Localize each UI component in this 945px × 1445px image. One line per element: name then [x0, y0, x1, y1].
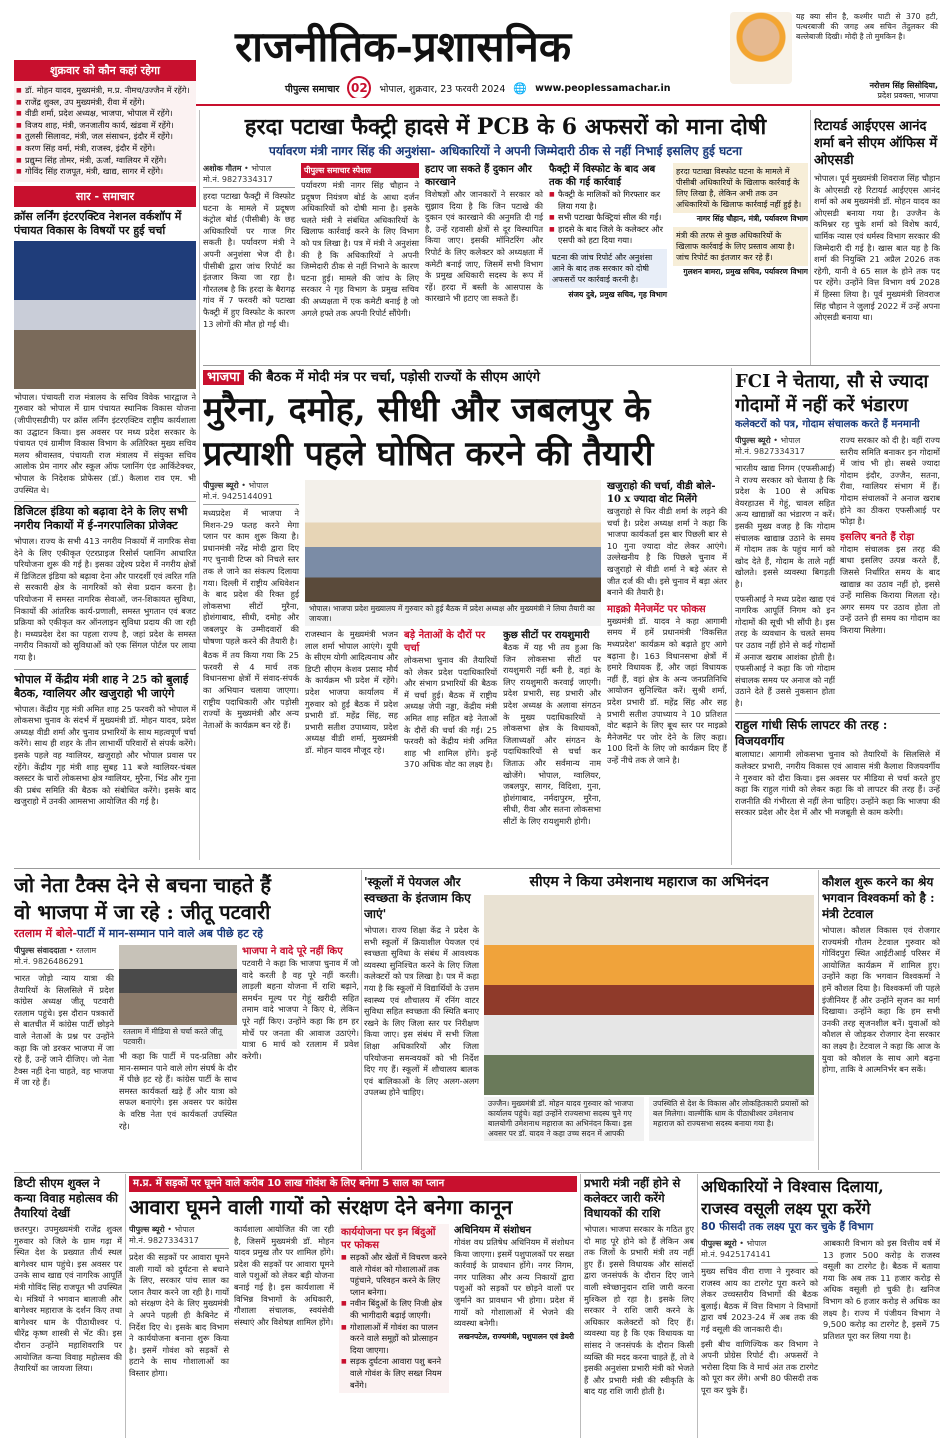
- shah-text: भोपाल। केंद्रीय गृह मंत्री अमित शाह 25 फरवरी को भोपाल में लोकसभा चुनाव के संदर्भ में मुख्यमंत्री डॉ. मोहन यादव, प्रदेश अध्यक्ष वीडी शर्मा और चुनाव प्रभारियों के साथ महत्वपूर्ण चर्चा करेंगे। साथ ही शहर के तीन लाभार्थी परिवारों से संपर्क करेंगे। इसके पहले वह ग्वालियर, खजुराहो और भोपाल प्रवास पर रहेंगे। केंद्रीय गृह मंत्री शाह सुबह 11 बजे ग्वालियर-चंबल क्लस्टर के चारों लोकसभा क्षेत्र ग्वालियर, मुरैना, भिंड और गुना की प्रबंध समिति की बैठक को संबोधित करेंगे। इसके बाद खजुराहो में उनकी आमसभा आयोजित की गई है।: [14, 703, 196, 807]
- workshop-photo: [14, 241, 196, 389]
- harda-subhead: पर्यावरण मंत्री नागर सिंह की अनुशंसा- अधिकारियों ने अपनी जिम्मेदारी ठीक से नहीं निभाई इसलिए हुई घटना: [269, 144, 742, 158]
- harda-col3-text: विशेषज्ञों और जानकारों ने सरकार को सुझाव दिया है कि जिन पटाखे की दुकान एवं कारखाने की अनुमति दी गई है, उन्हें रहवासी क्षेत्रों से दूर विस्थापित किया जाए। इसकी मॉनिटरिंग और रिपोर्ट के लिए कलेक्टर को अध्यक्षता में कमेटी बनाई जाए, जिसमें सभी विभाग के प्रमुख अधिकारी सदस्य के रूप में रहें। हरदा में बस्ती के आसपास के कारखाने भी हटाए जा सकते हैं।: [425, 189, 543, 304]
- revenue-story: [701, 1176, 940, 1438]
- cows-story: [129, 1176, 577, 1438]
- harda-col5-item: हरदा पटाखा विस्फोट घटना के मामले में पीसीबी अधिकारियों के खिलाफ कार्रवाई के लिए लिखा है, लेकिन अभी तक उन अधिकारियों के खिलाफ कार्रवाई नहीं हुई है।: [673, 163, 808, 213]
- quote3-name: गुलशन बामरा, प्रमुख सचिव, पर्यावरण विभाग: [683, 267, 808, 276]
- column-divider: [125, 1174, 126, 1438]
- patwari-headline-2: वो भाजपा में जा रहे : जीतू पटवारी: [14, 900, 271, 924]
- harda-col4-head: फैक्ट्री में विस्फोट के बाद अब तक की गई कार्रवाई: [549, 164, 656, 188]
- revenue-col1-text: मुख्य सचिव वीरा राणा ने गुरुवार को राजस्व आय का टारगेट पूरा करने को लेकर उच्चस्तरीय विभागों की बैठक बुलाई। बैठक में वित्त विभाग ने विभागों द्वारा वर्ष 2023-24 में अब तक की गई वसूली की जानकारी दी।: [701, 1266, 818, 1334]
- column-divider: [810, 110, 811, 365]
- subhead-place: रतलाम में बोले-: [14, 927, 78, 940]
- cm-caption-right: उपस्थिति से देश के विकास और लोकहितकारी प्रयासों को बल मिलेगा। वाल्मीकि धाम के पीठाधीश्वर उमेशनाथ महाराज को राज्यसभा सदस्य बनाया गया है।: [649, 1097, 814, 1141]
- cows-col1-text: प्रदेश की सड़कों पर आवारा घूमने वाली गायों को दुर्घटना से बचाने के लिए, सरकार पांच साल का प्लान तैयार करने जा रही है। गायों को संरक्षण देने के लिए मुख्यमंत्री ने अपने पहली ही कैबिनेट में निर्देश दिए थे। इसके बाद विभाग ने कार्ययोजना बनाना शुरू किया है। इसमें गोवंश को सड़कों से हटाने के साथ गोशालाओं का विस्तार होगा।: [129, 1252, 229, 1378]
- special-badge: पीपुल्स समाचार स्पेशल: [301, 163, 419, 178]
- focus-head: कार्ययोजना पर इन बिंदुओं पर फोकस: [341, 1227, 436, 1251]
- fci-col1b-text: एफसीआई ने मध्य प्रदेश खाद्य एवं नागरिक आपूर्ति निगम को इन गोदामों की सूची भी सौंपी है। इस तरह के व्यवधान के चलते समय पर उठाव नहीं होने से कई गोदामों में अनाज खराब आशंका होती है। एफसीआई ने कहा कि जो गोदाम संचालक समय पर अनाज को नहीं उठाने देते हैं उससे नुकसान होता है।: [735, 593, 835, 708]
- quote-author: नरोत्तम सिंह सिसोदिया,: [869, 81, 938, 90]
- patwari-col1-text: भारत जोड़ो न्याय यात्रा की तैयारियों के सिलसिले में प्रदेश कांग्रेस अध्यक्ष जीतू पटवारी रतलाम पहुंचे। इस दौरान पत्रकारों से बातचीत में कांग्रेस पार्टी छोड़ने वाले नेताओं के प्रश्न पर उन्होंने कहा कि जो डरकर भाजपा में जा रहे हैं, उन्हें जाने दीजिए। जो नेता टैक्स नहीं देना चाहते, वह भाजपा में जा रहे हैं।: [14, 973, 114, 1088]
- cows-col2: [234, 1224, 334, 1393]
- deputy-cm-story: [14, 1176, 122, 1438]
- khaj-text: खजुराहो से फिर वीडी शर्मा के लड़ने की चर्चा है। प्रदेश अध्यक्ष शर्मा ने कहा कि भाजपा कार्यकर्ता इस बार पिछली बार से 10 गुना ज्यादा वोट लेकर आएंगे। उल्लेखनीय है कि पिछले चुनाव में खजुराहो से वीडी शर्मा ने बड़े अंतर से जीत दर्ज की थी। इसे चुनाव में बड़ा अंतर बनाने की तैयारी है।: [607, 506, 727, 598]
- revenue-col2-text: आबकारी विभाग को इस वित्तीय वर्ष में 13 हजार 500 करोड़ के राजस्व वसूली का टारगेट है। बैठक में बताया गया कि अब तक 11 हजार करोड़ से अधिक वसूली हो चुकी है। खनिज विभाग को 6 हजार करोड़ से अधिक का लक्ष्य है। राज्य में पंजीयन विभाग ने 9,500 करोड़ का टारगेट है, इसमें 75 प्रतिशत पूरा कर लिया गया है।: [823, 1238, 940, 1341]
- dateline: भोपाल, शुक्रवार, 23 फरवरी 2024: [379, 83, 506, 95]
- micro-text: मुख्यमंत्री डॉ. यादव ने कहा आगामी समय में हमें प्रधानमंत्री 'विकसित मध्यप्रदेश' कार्यक्रम को बढ़ाते हुए आगे बढ़ाना है। 163 विधानसभा क्षेत्रों में हमारे विधायक हैं, और जहां विधायक नहीं हैं, वहां क्षेत्र के अन्य जनप्रतिनिधि आयोजन सुनिश्चित करें। सुश्री शर्मा, प्रदेश प्रभारी डॉ. महेंद्र सिंह और सह प्रभारी सतीश उपाध्याय ने 10 प्रतिशत वोट बढ़ाने के लिए बूथ स्तर पर माइक्रो मैनेजमेंट पर जोर देने के लिए कहा। 100 दिनों के लिए जो कार्यक्रम दिए हैं उन्हें नीचे तक ले जाने है।: [607, 615, 727, 765]
- act-box: [454, 1224, 574, 1393]
- patwari-photo: [119, 945, 237, 1025]
- byline: पीपुल्स ब्यूरो • भोपाल मो.नं. 9827334317: [735, 435, 835, 460]
- osd-text: भोपाल। पूर्व मुख्यमंत्री शिवराज सिंह चौहान के ओएसडी रहे रिटायर्ड आईएएस आनंद शर्मा को अब मुख्यमंत्री डॉ. मोहन यादव का ओएसडी बनाया गया है। उज्जैन के कमिश्नर रह चुके शर्मा को विशेष कार्य, धार्मिक न्यास एवं धर्मस्व विभाग सरकार की जिम्मेदारी दी गई है। खास बात यह है कि शर्मा की नियुक्ति 21 अप्रैल 2026 तक रहेगी, यानी वे 65 साल के होने तक पद पर रहेंगे। उन्होंने वित्त विभाग वर्ष 2028 में हिस्सा लिया है। पूर्व मुख्यमंत्री शिवराज सिंह चौहान ने जुलाई 2022 में उन्हें अपना ओएसडी बनाया था।: [814, 173, 940, 323]
- isliye-text: गोदाम संचालक इस तरह की बाधा इसलिए उत्पन्न करते हैं, जिससे निर्धारित समय के बाद खाद्यान्न का उठाव नहीं हो, इससे उन्हें मासिक किराया मिलता रहे। अगर समय पर उठाव होता तो उन्हें उतने ही समय का गोदाम का किराया मिलेगा।: [840, 543, 940, 635]
- saar-text: भोपाल। पंचायती राज मंत्रालय के सचिव विवेक भारद्वाज ने गुरुवार को भोपाल में ग्राम पंचायत स्थानिक विकास योजना (जीपीएसडीपी) पर क्रॉस लर्निंग इंटरएक्टिव राष्ट्रीय कार्यशाला का उद्घाटन किया। इस अवसर पर मध्य प्रदेश सरकार के पंचायत एवं ग्रामीण विकास विभाग के अतिरिक्त मुख्य सचिव मलय श्रीवास्तव, पंचायती राज मंत्रालय में संयुक्त सचिव आलोक प्रेम नागर और स्कूल ऑफ प्लानिंग एंड आर्किटेक्चर, भोपाल के निदेशक प्रोफेसर (डॉ.) कैलाश राव एम. भी उपस्थित थे।: [14, 391, 196, 495]
- osd-headline: रिटायर्ड आईएएस आनंद शर्मा बने सीएम ऑफिस में ओएसडी: [814, 119, 938, 168]
- rahul-text: बालाघाट। आगामी लोकसभा चुनाव को तैयारियों के सिलसिले में कलेक्टर प्रभारी, नगरीय विकास एवं आवास मंत्री कैलाश विजयवर्गीय ने गुरुवार को दौरा किया। इस अवसर पर मीडिया से चर्चा करते हुए कहा कि राहुल गांधी को लेकर कहा कि वो लापटर की तरह हैं। उन्हें राजनीति की गंभीरता से नहीं लेना चाहिए। उन्होंने कहा कि भाजपा की सरकार प्रदेश और देश में और भी मजबूती से काम करेगी।: [735, 749, 940, 818]
- kuch-head: कुछ सीटों पर रायशुमारी: [503, 630, 590, 641]
- cows-col2-text: कार्यशाला आयोजित की जा रही है, जिसमें मुख्यमंत्री डॉ. मोहन यादव प्रमुख तौर पर शामिल होंगे। प्रदेश की सड़कों पर आवारा घूमने वाले पशुओं को लेकर बड़ी योजना बनाई गई है। इस कार्यशाला में विभिन्न विभागों के अधिकारी, गौशाला संचालक, स्वयंसेवी संस्थाएं और विशेषज्ञ शामिल होंगे।: [234, 1224, 334, 1327]
- saar-headline: क्रॉस लर्निंग इंटरएक्टिव नेशनल वर्कशॉप में पंचायत विकास के विषयों पर हुई चर्चा: [14, 209, 182, 237]
- revenue-subhead: 80 फीसदी तक लक्ष्य पूरा कर चुके हैं विभाग: [701, 1221, 874, 1233]
- patwari-subhead: [14, 926, 359, 942]
- harda-headline: हरदा पटाखा फैक्ट्री हादसे में PCB के 6 अफसरों को माना दोषी: [244, 114, 767, 140]
- byline: अशोक गौतम • भोपाल मो.नं. 9827334317: [203, 163, 295, 188]
- byline: पीपुल्स ब्यूरो • भोपाल मो.नं. 9827334317: [129, 1224, 229, 1249]
- harda-story: [203, 112, 808, 362]
- fci-subhead: कलेक्टरों को पत्र, गोदाम संचालक करते हैं मनमानी: [735, 419, 920, 430]
- byline: पीपुल्स ब्यूरो • भोपाल मो.नं. 9425144091: [203, 480, 299, 505]
- cows-headline: आवारा घूमने वाली गायों को संरक्षण देने बनेगा कानून: [129, 1195, 513, 1219]
- lead-col1: [203, 480, 299, 828]
- paper-name: पीपुल्स समाचार: [285, 83, 340, 95]
- lead-story: [203, 368, 728, 865]
- patwari-col2-head: भाजपा ने वादे पूरे नहीं किए: [242, 946, 343, 957]
- harda-col4: [549, 163, 667, 330]
- patwari-story: [14, 872, 359, 1172]
- harda-col5-item: मंत्री की तरफ से कुछ अधिकारियों के खिलाफ कार्रवाई के लिए प्रस्ताव आया है। जांच रिपोर्ट का इंतजार कर रहे हैं।: [673, 227, 808, 266]
- patwari-caption: रतलाम में मीडिया से चर्चा करते जीतू पटवारी।: [119, 1025, 237, 1049]
- schedule-item: ■ गोविंद सिंह राजपूत, मंत्री, खाद्य, सागर में रहेंगे।: [16, 166, 194, 178]
- lead-col1b-text: बैठक में तय किया गया कि 25 फरवरी से 4 मार्च तक विधानसभा क्षेत्रों में संवाद-संपर्क का अभियान चलाया जाएगा। राष्ट्रीय पदाधिकारी और पड़ोसी राज्यों के मुख्यमंत्री और अन्य नेताओं के कार्यक्रम बन रहे हैं।: [203, 650, 299, 730]
- section-rule: [14, 1172, 940, 1173]
- section-title: राजनीतिक-प्रशासनिक: [235, 22, 572, 71]
- school-headline: 'स्कूलों में पेयजल और स्वच्छता के इंतजाम किए जाएं': [364, 875, 471, 921]
- lead-col2: [305, 629, 398, 828]
- schedule-list: [14, 81, 196, 182]
- patwari-right: [119, 945, 359, 1132]
- patwari-headline-1: जो नेता टैक्स देने से बचना चाहते हैं: [14, 873, 271, 897]
- saar-title: सार - समाचार: [14, 186, 196, 207]
- act-text: गोवंश वध प्रतिषेध अधिनियम में संशोधन किया जाएगा। इसमें पशुपालकों पर सख्त कार्रवाई के प्रावधान होंगे। नगर निगम, नगर पालिका और अन्य निकायों द्वारा पशुओं को सड़कों पर छोड़ने वालों पर जुर्माने का प्रावधान भी होगा। प्रदेश में गायों को गोशालाओं में भेजने की व्यवस्था बनेगी।: [454, 1237, 574, 1329]
- revenue-col1: [701, 1238, 818, 1397]
- author-portrait: [730, 12, 792, 84]
- act-head: अधिनियम में संशोधन: [454, 1225, 532, 1236]
- fci-story: [735, 370, 940, 865]
- kicker-party: भाजपा: [203, 370, 244, 385]
- osd-story: [814, 118, 940, 368]
- bade-head: बड़े नेताओं के दौरों पर चर्चा: [404, 630, 486, 654]
- globe-icon: 🌐: [513, 81, 528, 95]
- focus-item: ■ सड़क दुर्घटना आवारा पशु बनने वाले गोवंश के लिए सख्त नियम बनेंगे।: [341, 1356, 447, 1391]
- kuch-text: बैठक में यह भी तय हुआ कि जिन लोकसभा सीटों पर रायशुमारी नहीं बनी है, वहां के लिए रायशुमारी करवाई जाएगी। प्रदेश प्रभारी, सह प्रभारी और प्रदेश अध्यक्ष के अलावा संगठन के मुख्य पदाधिकारियों ने लोकसभा क्षेत्र के विधायकों, जिलाध्यक्षों और संगठन के पदाधिकारियों से चर्चा कर जिताऊ और सर्वमान्य नाम खोजेंगे। भोपाल, ग्वालियर, जबलपुर, सागर, विदिशा, गुना, होशंगाबाद, नर्मदापुरम, मुरैना, सीधी, रीवा और सतना लोकसभा सीटों के लिए रायशुमारी होगी।: [503, 642, 601, 826]
- harda-col5: [673, 163, 808, 330]
- schedule-item: ■ तुलसी सिलावट, मंत्री, जल संसाधन, इंदौर में रहेंगे।: [16, 131, 194, 143]
- digital-headline: डिजिटल इंडिया को बढ़ावा देने के लिए सभी नगरीय निकायों में ई-नगरपालिका प्रोजेक्ट: [14, 501, 196, 533]
- column-divider: [731, 368, 732, 865]
- cm-story: [484, 872, 814, 1170]
- digital-text: भोपाल। राज्य के सभी 413 नगरीय निकायों में नागरिक सेवा देने के लिए एकीकृत एंटरप्राइज रिसोर्स प्लानिंग आधारित परियोजना शुरू की गई है। इसका उद्देश्य प्रदेश में नगरीय क्षेत्रों में डिजिटल इंडिया को बढ़ावा देना और पारदर्शी एवं त्वरित गति से सरकारी क्षेत्र के नागरिकों को सेवा प्रदान करना है। परियोजना में समस्त नागरिक सेवाओं, जन-शिकायत सुविधा, निकायों की आंतरिक कार्य-प्रणाली, समस्त भुगतान एवं बजट प्रक्रिया को एकीकृत कर ऑनलाइन सुविधा प्रदाय की जा रही है। मध्यप्रदेश देश का पहला राज्य है, जहां प्रदेश के समस्त नगरीय निकायों को सुविधाओं को एक सिंगल पोर्टल पर लाया गया है।: [14, 536, 196, 663]
- quote-box: [730, 10, 940, 102]
- patwari-col2-text: पटवारी ने कहा कि भाजपा चुनाव में जो वादे करती है वह पूरे नहीं करती। लाड़ली बहना योजना में राशि बढ़ाने, समर्थन मूल्य पर गेहूं खरीदी सहित तमाम वादे भाजपा ने किए थे, लेकिन पूरे नहीं किए। उन्होंने कहा कि हम हर मोर्चे पर जनता की आवाज उठाएंगे। यात्रा 6 मार्च को रतलाम में प्रवेश करेगी।: [242, 958, 359, 1061]
- column-divider: [199, 110, 200, 860]
- focus-box: [339, 1224, 449, 1393]
- byline: पीपुल्स संवाददाता • रतलाम मो.नं. 9826486291: [14, 945, 114, 970]
- quote2-name: संजय दुबे, प्रमुख सचिव, गृह विभाग: [568, 289, 667, 299]
- meeting-caption: भोपाल। भाजपा प्रदेश मुख्यालय में गुरुवार को हुई बैठक में प्रदेश अध्यक्ष और मुख्यमंत्री ने लिया तैयारी का जायजा।: [305, 602, 601, 626]
- lead-col2-text: राजस्थान के मुख्यमंत्री भजन लाल शर्मा भोपाल आएंगे। यूपी के सीएम योगी आदित्यनाथ और डिप्टी सीएम केशव प्रसाद मौर्य के कार्यक्रम भी प्रदेश में रहेंगे। प्रदेश भाजपा कार्यालय में गुरुवार को हुई बैठक में प्रदेश प्रभारी डॉ. महेंद्र सिंह, सह प्रभारी सतीश उपाध्याय, प्रदेश अध्यक्ष वीडी शर्मा, मुख्यमंत्री डॉ. मोहन यादव मौजूद रहे।: [305, 629, 399, 755]
- micro-head: माइक्रो मैनेजमेंट पर फोकस: [607, 603, 706, 615]
- cows-col1: [129, 1224, 229, 1393]
- harda-col4-box: घटना की जांच रिपोर्ट और अनुशंसा आने के बाद तक सरकार को दोषी अफसरों पर कार्रवाई करनी है।: [549, 249, 667, 288]
- fci-col2: [840, 435, 940, 709]
- schedule-title: शुक्रवार को कौन कहां रहेगा: [14, 60, 196, 81]
- rahul-headline: राहुल गांधी सिर्फ लापटर की तरह : विजयवर्गीय: [735, 713, 940, 749]
- kicker-text: की बैठक में मोदी मंत्र पर चर्चा, पड़ोसी राज्यों के सीएम आएंगे: [248, 370, 540, 385]
- deputy-cm-text: छतरपुर। उपमुख्यमंत्री राजेंद्र शुक्ल गुरुवार को जिले के ग्राम गढ़ा में स्थित देश के प्रख्यात तीर्थ स्थल बागेश्वर धाम पहुंचे। इस अवसर पर उनके साथ खाद्य एवं नागरिक आपूर्ति मंत्री गोविंद सिंह राजपूत भी उपस्थित थे। मंत्रियों ने भगवान बालाजी और बागेश्वर महाराज के दर्शन किए तथा बागेश्वर धाम के पीठाधीश्वर पं. धीरेंद्र कृष्ण शास्त्री से भेंट की। इस दौरान उन्होंने महाशिवरात्रि पर आयोजित कन्या विवाह महोत्सव की तैयारियों का जायजा लिया।: [14, 1224, 122, 1374]
- lead-col1-text: मध्यप्रदेश में भाजपा ने मिशन-29 फतह करने मेगा प्लान पर काम शुरू किया है। प्रधानमंत्री नरेंद्र मोदी द्वारा दिए गए चुनावी टिप्स को निचले स्तर तक ले जाने का संकल्प दिलाया गया। दिल्ली में राष्ट्रीय अधिवेशन के बाद प्रदेश की रिक्त हुई लोकसभा सीटों मुरैना, होशंगाबाद, सीधी, दमोह और जबलपुर के उम्मीदवारों की घोषणा पहले करने की तैयारी है।: [203, 508, 299, 646]
- lead-center: [305, 480, 601, 828]
- quote-text: यह क्या सीन है, कश्मीर घाटी से 370 हटी, पत्थरबाजी की जगह अब सचिन तेंदुलकर की बल्लेबाजी दिखी। मोदी है तो मुमकिन है।: [796, 12, 938, 42]
- harda-col3: [425, 163, 543, 330]
- focus-list: [341, 1252, 447, 1391]
- schedule-item: ■ विजय शाह, मंत्री, जनजातीय कार्य, खंडवा में रहेंगे।: [16, 120, 194, 132]
- schedule-item: ■ प्रद्युम्न सिंह तोमर, मंत्री, ऊर्जा, ग्वालियर में रहेंगे।: [16, 155, 194, 167]
- incharge-story: [584, 1176, 694, 1438]
- fci-headline-2: गोदामों में नहीं करें भंडारण: [735, 395, 908, 416]
- quote1-name: नागर सिंह चौहान, मंत्री, पर्यावरण विभाग: [696, 214, 808, 223]
- column-divider: [580, 1174, 581, 1438]
- cm-caption-left: उज्जैन। मुख्यमंत्री डॉ. मोहन यादव गुरुवार को भाजपा कार्यालय पहुंचे। वहां उन्होंने राज्यसभा सदस्य चुने गए बालयोगी उमेशनाथ महाराज का अभिनंदन किया। इस अवसर पर डॉ. यादव ने कहा उच्च सदन में आपकी: [484, 1097, 644, 1141]
- incharge-headline: प्रभारी मंत्री नहीं होने से कलेक्टर जारी करेंगे विधायकों की राशि: [584, 1176, 681, 1220]
- harda-col1-text: हरदा पटाखा फैक्ट्री में विस्फोट घटना के मामले में प्रदूषण कंट्रोल बोर्ड (पीसीबी) के छह अधिकारियों पर गाज गिर सकती है। पर्यावरण मंत्री ने अपनी अनुशंसा भेज दी है। पीसीबी द्वारा जांच रिपोर्ट का इंतजार किया जा रहा है। गौरतलब है कि हरदा के बैरागढ़ गांव में 7 फरवरी को पटाखा फैक्ट्री में हुए विस्फोट के कारण 13 लोगों की मौत हो गई थी।: [203, 191, 295, 329]
- harda-col1: [203, 163, 295, 330]
- schedule-item: ■ करण सिंह वर्मा, मंत्री, राजस्व, इंदौर में रहेंगे।: [16, 143, 194, 155]
- harda-col3-head: हटाए जा सकते हैं दुकान और कारखाने: [425, 164, 532, 188]
- act-sign: लखनपटेल, राज्यमंत्री, पशुपालन एवं डेयरी: [458, 1331, 574, 1341]
- cm-headline: सीएम ने किया उमेशनाथ महाराज का अभिनंदन: [529, 874, 769, 890]
- column-divider: [818, 870, 819, 1170]
- fci-col1: [735, 435, 835, 709]
- schedule-item: ■ वीडी शर्मा, प्रदेश अध्यक्ष, भाजपा, भोपाल में रहेंगे।: [16, 108, 194, 120]
- shah-headline: भोपाल में केंद्रीय मंत्री शाह ने 25 को बुलाई बैठक, ग्वालियर और खजुराहो भी जाएंगे: [14, 669, 196, 701]
- meeting-photo: [305, 480, 601, 602]
- incharge-text: भोपाल। भाजपा सरकार के गठित हुए दो माह पूरे होने को हैं लेकिन अब तक जिलों के प्रभारी मंत्री तय नहीं हुए हैं। इससे विधायक और सांसदों द्वारा जनसंपर्क के दौरान दिए जाने वाली स्वेच्छानुदान राशि जारी करना मुश्किल हो रहा है। इसके लिए सरकार ने राशि जारी करने के अधिकार कलेक्टरों को दिए हैं। व्यवस्था यह है कि एक विधायक या सांसद ने जनसंपर्क के दौरान किसी व्यक्ति की मदद करना चाहते हैं, तो वे इसकी अनुशंसा प्रभारी मंत्री को भेजते हैं और प्रभारी मंत्री की स्वीकृति के बाद यह राशि जारी होती है।: [584, 1224, 694, 1397]
- section-rule: [203, 365, 940, 366]
- schedule-item: ■ डॉ. मोहन यादव, मुख्यमंत्री, म.प्र. नीमच/उज्जैन में रहेंगे।: [16, 85, 194, 97]
- website[interactable]: www.peoplessamachar.in: [535, 82, 671, 94]
- lead-right: [607, 480, 727, 828]
- patwari-col3-text: भी कहा कि पार्टी में पद-प्रतिष्ठा और मान-सम्मान पाने वाले लोग संघर्ष के दौर में पीछे हट रहे हैं। कांग्रेस पार्टी के साथ समस्त कार्यकर्ता खड़े हैं और यात्रा को सफल बनाएंगे। इस अवसर पर कांग्रेस के वरिष्ठ नेता एवं कार्यकर्ता उपस्थित रहे।: [119, 1051, 237, 1131]
- deputy-cm-headline: डिप्टी सीएम शुक्ल ने कन्या विवाह महोत्सव की तैयारियां देखीं: [14, 1176, 118, 1220]
- action-item: ■ फैक्ट्री के मालिकों को गिरफ्तार कर लिया गया है।: [549, 189, 667, 212]
- schedule-item: ■ राजेंद्र शुक्ल, उप मुख्यमंत्री, रीवा में रहेंगे।: [16, 97, 194, 109]
- dateline-bar: [195, 76, 730, 98]
- bade-text: लोकसभा चुनाव की तैयारियों को लेकर प्रदेश पदाधिकारियों और संभाग प्रभारियों की बैठक में चर्चा हुई। बैठक में राष्ट्रीय अध्यक्ष जेपी नड्डा, केंद्रीय मंत्री अमित शाह सहित बड़े नेताओं के दौरों की चर्चा की गई। 25 फरवरी को केंद्रीय मंत्री अमित शाह भी शामिल होंगे। इन्हें 370 अधिक वोट का लक्ष्य है।: [404, 655, 498, 770]
- focus-item: ■ गोशालाओं में गोवंश का पालन करने वाले समूहों को प्रोत्साहन दिया जाएगा।: [341, 1322, 447, 1357]
- kaushal-story: [822, 874, 940, 1170]
- isliye-head: इसलिए बनते हैं रोड़ा: [840, 531, 914, 543]
- lead-headline-1: मुरैना, दमोह, सीधी और जबलपुर के: [203, 390, 651, 430]
- lead-headline-2: प्रत्याशी पहले घोषित करने की तैयारी: [203, 434, 654, 474]
- masthead: [195, 22, 730, 98]
- khaj-head: खजुराहो की चर्चा, वीडी बोले- 10 x ज्यादा वोट मिलेंगे: [607, 481, 716, 505]
- kuch-box: [503, 629, 601, 828]
- revenue-col2: [823, 1238, 940, 1397]
- quote-role: प्रदेश प्रवक्ता, भाजपा: [877, 91, 938, 100]
- harda-col2: [301, 163, 419, 330]
- school-story: [364, 874, 479, 1170]
- focus-item: ■ सड़कों और खेतों में विचरण करने वाले गोवंश को गोशालाओं तक पहुंचाने, परिवहन करने के लिए प्लान बनेगा।: [341, 1252, 447, 1298]
- harda-col2-text: पर्यावरण मंत्री नागर सिंह चौहान ने प्रदूषण नियंत्रण बोर्ड के आधा दर्जन अधिकारियों को दोषी माना है। इसके चलते मंत्री ने संबंधित अधिकारियों के खिलाफ कार्रवाई करने के लिए विभाग को पत्र लिखा है। पत्र में मंत्री ने अनुशंसा की है कि अधिकारियों ने अपनी जिम्मेदारी ठीक से नहीं निभाने के कारण घटना हुई। मामले की जांच के लिए सरकार ने गृह विभाग के प्रमुख सचिव की अध्यक्षता में एक कमेटी बनाई है जो अगले हफ्ते तक अपनी रिपोर्ट सौंपेगी।: [301, 180, 419, 318]
- focus-item: ■ नवीन बिंदुओं के लिए निजी क्षेत्र की भागीदारी बढ़ाई जाएगी।: [341, 1298, 447, 1321]
- revenue-headline-1: अधिकारियों ने विश्वास दिलाया,: [701, 1177, 884, 1196]
- action-item: ■ सभी पटाखा फैक्ट्रियां सील की गईं।: [549, 212, 667, 224]
- page-number: 02: [347, 76, 371, 98]
- subhead-text: पार्टी में मान-सम्मान पाने वाले अब पीछे हट रहे: [77, 927, 263, 940]
- bade-box: [404, 629, 497, 828]
- byline: पीपुल्स ब्यूरो • भोपाल मो.नं. 9425174141: [701, 1238, 818, 1263]
- harda-action-list: [549, 189, 667, 247]
- revenue-headline-2: राजस्व वसूली लक्ष्य पूरा करेंगे: [701, 1199, 871, 1218]
- fci-col1-text: भारतीय खाद्य निगम (एफसीआई) ने राज्य सरकार को चेताया है कि प्रदेश के 100 से अधिक वेयरहाउस में गेहूं, चावल सहित अन्य खाद्यान्नों का भंडारण न करें। इसकी मुख्य वजह है कि गोदाम संचालक खाद्यान्न उठाने के समय में गोदाम तक के पहुंच मार्ग को खोद देते हैं, गोदाम के ताले नहीं खोलते। इससे व्यवस्था बिगड़ती है।: [735, 463, 835, 589]
- left-column: [14, 60, 196, 860]
- fci-headline-1: FCI ने चेताया, सौ से ज्यादा: [735, 371, 929, 392]
- revenue-col1b-text: इसी बीच वाणिज्यिक कर विभाग ने अपनी प्रोग्रेस रिपोर्ट दी। अफसरों ने भरोसा दिया कि वे मार्च अंत तक टारगेट को पूरा कर लेंगे। अभी 80 फीसदी तक पूरा कर चुके हैं।: [701, 1338, 818, 1395]
- lead-kicker: [203, 368, 728, 388]
- cm-photo: [484, 895, 814, 1095]
- kaushal-text: भोपाल। कौशल विकास एवं रोजगार राज्यमंत्री गौतम टेटवाल गुरुवार को गोविंदपुरा स्थित आईटीआई परिसर में आयोजित कार्यक्रम में शामिल हुए। उन्होंने कहा कि भगवान विश्वकर्मा ने हमें कौशल दिया है। विश्वकर्मा जी पहले इंजीनियर हैं और उन्होंने सृजन का मार्ग दिखाया। उन्होंने कहा कि हम सभी उनकी तरह सृजनशील बनें। युवाओं को कौशल से जोड़कर रोजगार देना सरकार का लक्ष्य है। टेटवाल ने कहा कि आज के युवा को कौशल के साथ आगे बढ़ना होगा, ताकि वे आत्मनिर्भर बन सकें।: [822, 925, 940, 1075]
- column-divider: [361, 870, 362, 1170]
- kaushal-headline: कौशल शुरू करने का श्रेय भगवान विश्वकर्मा को है : मंत्री टेटवाल: [822, 875, 935, 921]
- patwari-col1: [14, 945, 114, 1132]
- school-text: भोपाल। राज्य शिक्षा केंद्र ने प्रदेश के सभी स्कूलों में क्रियाशील पेयजल एवं स्वच्छता सुविधा के संबंध में आवश्यक व्यवस्था सुनिश्चित करने के लिए जिला कलेक्टरों को पत्र लिखा है। पत्र में कहा गया है कि स्कूलों में विद्यार्थियों के उत्तम स्वास्थ्य एवं शौचालय में रनिंग वाटर सुविधा सहित स्वच्छता की स्थिति बनाए रखने के लिए जिला स्तर पर निरीक्षण किया जाए। इस संबंध में सभी जिला शिक्षा अधिकारियों और जिला परियोजना समन्वयकों को भी निर्देश दिए गए हैं। स्कूलों में शौचालय बालक एवं बालिकाओं के लिए अलग-अलग उपलब्ध होने चाहिए।: [364, 925, 479, 1098]
- cows-kicker: म.प्र. में सड़कों पर घूमने वाले करीब 10 लाख गोवंश के लिए बनेगा 5 साल का प्लान: [129, 1176, 577, 1192]
- action-item: ■ हादसे के बाद जिले के कलेक्टर और एसपी को हटा दिया गया।: [549, 224, 667, 247]
- column-divider: [697, 1174, 698, 1438]
- section-rule: [14, 868, 940, 869]
- fci-col2-text: राज्य सरकार को दी है। वहीं राज्य स्तरीय समिति बनाकर इन गोदामों में जांच भी हो। सबसे ज्यादा गोदाम इंदौर, उज्जैन, सतना, रीवा, ग्वालियर संभाग में हैं। गोदाम संचालकों ने अनाज खराब होने का ठीकरा एफसीआई पर फोड़ा है।: [840, 435, 940, 527]
